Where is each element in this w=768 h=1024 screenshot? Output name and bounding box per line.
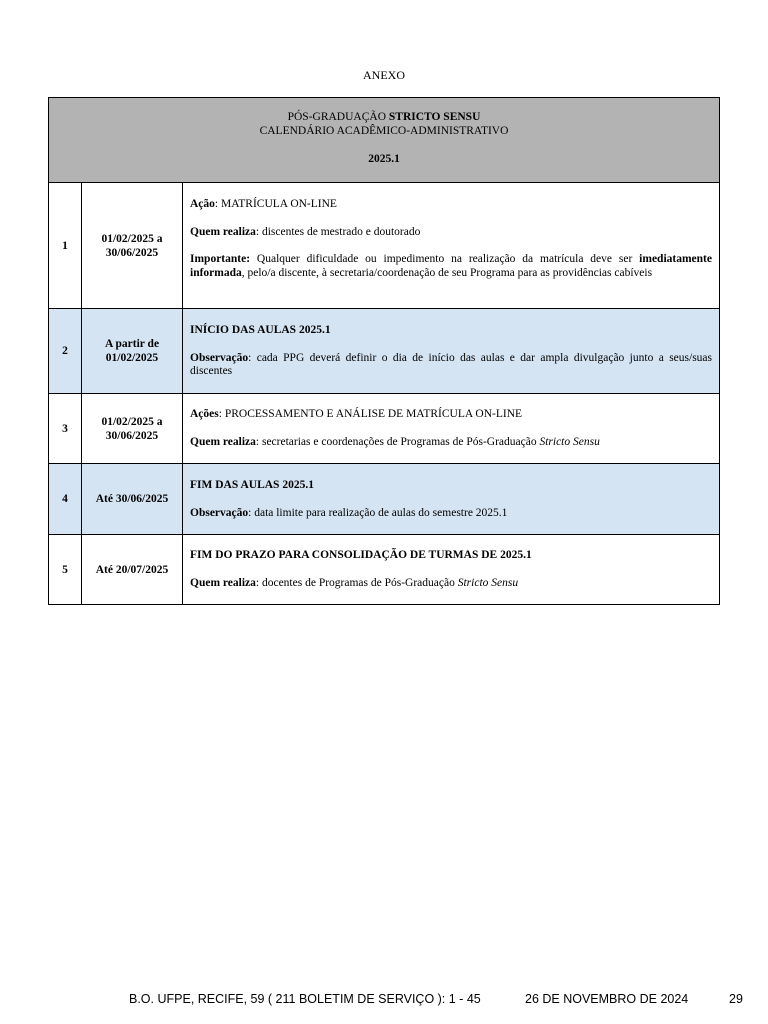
important-note: Importante: Qualquer dificuldade ou impedimento na realização da matrícula deve ser imediatamente informada, pelo/a discente, à secretaria/coordenação de seu Programa para as providências cabíveis [190, 253, 712, 279]
row-date: 01/02/2025 a 30/06/2025 [82, 394, 183, 464]
row-description [183, 394, 720, 464]
row-number: 2 [49, 309, 82, 394]
table-row [49, 183, 720, 309]
table-header-row [49, 98, 720, 183]
table-row [49, 535, 720, 605]
action-line: Ação: MATRÍCULA ON-LINE [190, 198, 337, 210]
footer-publication: B.O. UFPE, RECIFE, 59 ( 211 BOLETIM DE SERVIÇO ): 1 - 45 [129, 992, 481, 1006]
footer-date: 26 DE NOVEMBRO DE 2024 [525, 992, 689, 1006]
row-number: 1 [49, 183, 82, 309]
who-line: Quem realiza: discentes de mestrado e doutorado [190, 225, 421, 238]
table-row [49, 394, 720, 464]
table-row [49, 309, 720, 394]
who-line: Quem realiza: docentes de Programas de Pós-Graduação Stricto Sensu [190, 576, 519, 589]
row-date: Até 30/06/2025 [82, 464, 183, 535]
row-date: Até 20/07/2025 [82, 535, 183, 605]
action-line: Ações: PROCESSAMENTO E ANÁLISE DE MATRÍCULA ON-LINE [190, 408, 523, 420]
table-header [49, 98, 720, 183]
annex-title: ANEXO [363, 68, 405, 82]
header-line1: PÓS-GRADUAÇÃO STRICTO SENSU [287, 111, 481, 123]
row-description [183, 183, 720, 309]
row-description [183, 309, 720, 394]
row-number: 3 [49, 394, 82, 464]
row-date: A partir de 01/02/2025 [82, 309, 183, 394]
row-description [183, 535, 720, 605]
row-date: 01/02/2025 a 30/06/2025 [82, 183, 183, 309]
header-stricto-sensu: STRICTO SENSU [388, 111, 481, 123]
observation-line: Observação: cada PPG deverá definir o dia de início das aulas e dar ampla divulgação junto a seus/suas discentes [190, 351, 712, 377]
observation-line: Observação: data limite para realização de aulas do semestre 2025.1 [190, 506, 508, 519]
academic-calendar-table [48, 97, 720, 605]
table-row [49, 464, 720, 535]
footer-page-number: 29 [729, 992, 743, 1006]
row-description [183, 464, 720, 535]
row-title: INÍCIO DAS AULAS 2025.1 [190, 324, 331, 336]
row-number: 4 [49, 464, 82, 535]
who-line: Quem realiza: secretarias e coordenações de Programas de Pós-Graduação Stricto Sensu [190, 435, 600, 448]
row-title: FIM DAS AULAS 2025.1 [190, 479, 314, 491]
row-title: FIM DO PRAZO PARA CONSOLIDAÇÃO DE TURMAS DE 2025.1 [190, 549, 532, 561]
header-line2: CALENDÁRIO ACADÊMICO-ADMINISTRATIVO [259, 125, 509, 137]
row-number: 5 [49, 535, 82, 605]
header-term: 2025.1 [368, 153, 400, 165]
